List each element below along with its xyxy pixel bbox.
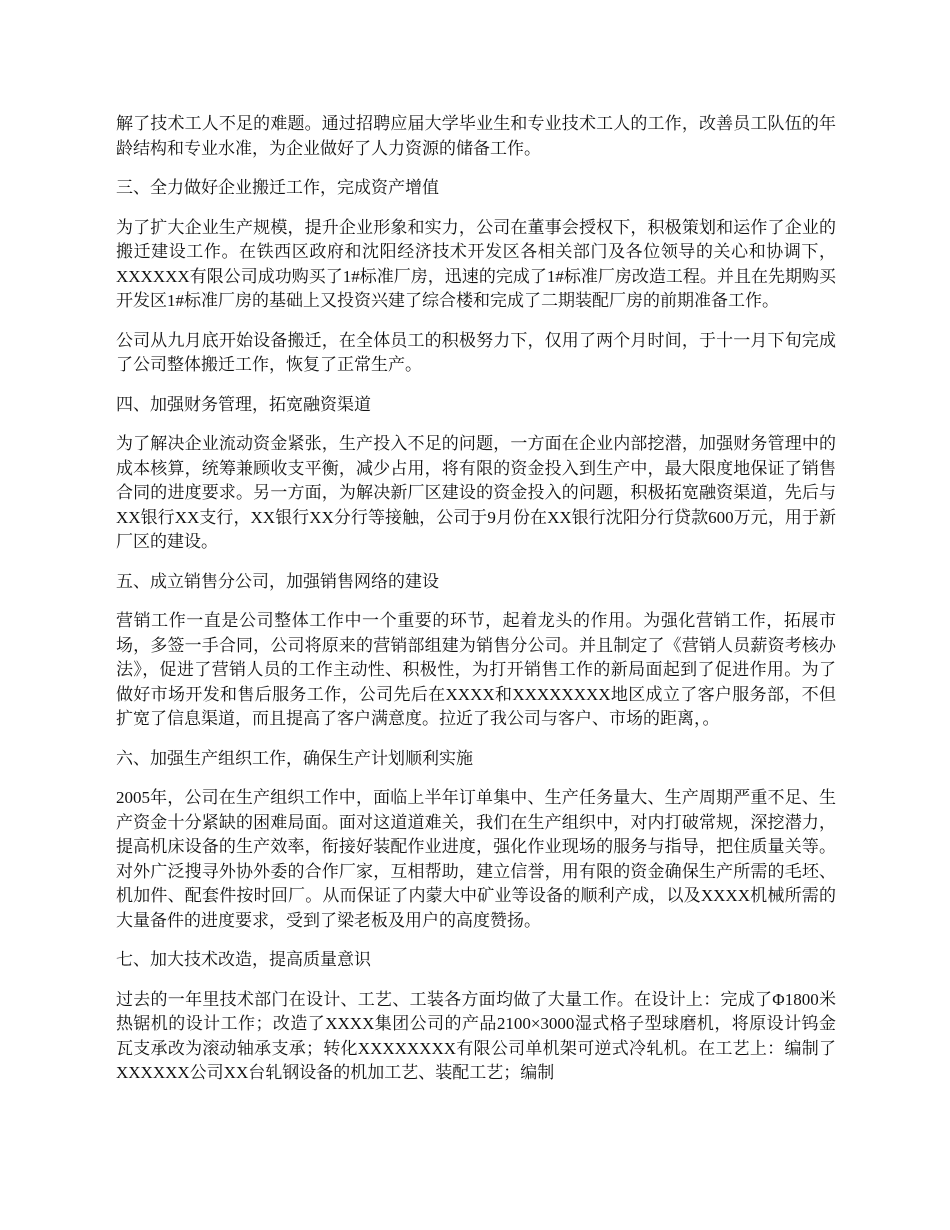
paragraph-relocation-construction: 为了扩大企业生产规模，提升企业形象和实力，公司在董事会授权下，积极策划和运作了企业的搬迁建设工作。在铁西区政府和沈阳经济技术开发区各相关部门及各位领导的关心和协调下，XXXXXX有限公司成功购买了1#标准厂房，迅速的完成了1#标准厂房改造工程。并且在先期购买开发区1#标准厂房的基础上又投资兴建了综合楼和完成了二期装配厂房的前期准备工作。 (116, 217, 836, 310)
section-heading-relocation: 三、全力做好企业搬迁工作，完成资产增值 (116, 178, 439, 197)
paragraph-technology: 过去的一年里技术部门在设计、工艺、工装各方面均做了大量工作。在设计上：完成了Φ1800米热锯机的设计工作；改造了XXXX集团公司的产品2100×3000湿式格子型球磨机，将原设计钨金瓦支承改为滚动轴承支承；转化XXXXXXXX有限公司单机架可逆式冷轧机。在工艺上：编制了XXXXXX公司XX台轧钢设备的机加工艺、装配工艺；编制 (116, 989, 836, 1082)
paragraph-relocation-timeline: 公司从九月底开始设备搬迁，在全体员工的积极努力下，仅用了两个月时间，于十一月下旬完成了公司整体搬迁工作，恢复了正常生产。 (116, 330, 836, 374)
paragraph-production: 2005年，公司在生产组织工作中，面临上半年订单集中、生产任务量大、生产周期严重不足、生产资金十分紧缺的困难局面。面对这道道难关，我们在生产组织中，对内打破常规，深挖潜力，提高机床设备的生产效率，衔接好装配作业进度，强化作业现场的服务与指导，把住质量关等。对外广泛搜寻外协外委的合作厂家，互相帮助，建立信誉，用有限的资金确保生产所需的毛坯、机加件、配套件按时回厂。从而保证了内蒙大中矿业等设备的顺利产成，以及XXXX机械所需的大量备件的进度要求，受到了梁老板及用户的高度赞扬。 (116, 788, 836, 930)
paragraph-sales: 营销工作一直是公司整体工作中一个重要的环节，起着龙头的作用。为强化营销工作，拓展市场，多签一手合同，公司将原来的营销部组建为销售分公司。并且制定了《营销人员薪资考核办法》，促进了营销人员的工作主动性、积极性，为打开销售工作的新局面起到了促进作用。为了做好市场开发和售后服务工作，公司先后在XXXX和XXXXXXXX地区成立了客户服务部，不但扩宽了信息渠道，而且提高了客户满意度。拉近了我公司与客户、市场的距离，。 (116, 611, 836, 728)
document-body (116, 112, 836, 1101)
section-heading-production: 六、加强生产组织工作，确保生产计划顺利实施 (116, 748, 473, 768)
section-heading-sales: 五、成立销售分公司，加强销售网络的建设 (116, 571, 439, 591)
paragraph-finance: 为了解决企业流动资金紧张，生产投入不足的问题，一方面在企业内部挖潜，加强财务管理中的成本核算，统筹兼顾收支平衡，减少占用，将有限的资金投入到生产中，最大限度地保证了销售合同的进度要求。另一方面，为解决新厂区建设的资金投入的问题，积极拓宽融资渠道，先后与XX银行XX支行，XX银行XX分行等接触，公司于9月份在XX银行沈阳分行贷款600万元，用于新厂区的建设。 (116, 434, 836, 551)
section-heading-finance: 四、加强财务管理，拓宽融资渠道 (116, 394, 371, 414)
paragraph-hr-recruitment: 解了技术工人不足的难题。通过招聘应届大学毕业生和专业技术工人的工作，改善员工队伍的年龄结构和专业水准，为企业做好了人力资源的储备工作。 (116, 114, 836, 158)
section-heading-technology: 七、加大技术改造，提高质量意识 (116, 950, 371, 969)
